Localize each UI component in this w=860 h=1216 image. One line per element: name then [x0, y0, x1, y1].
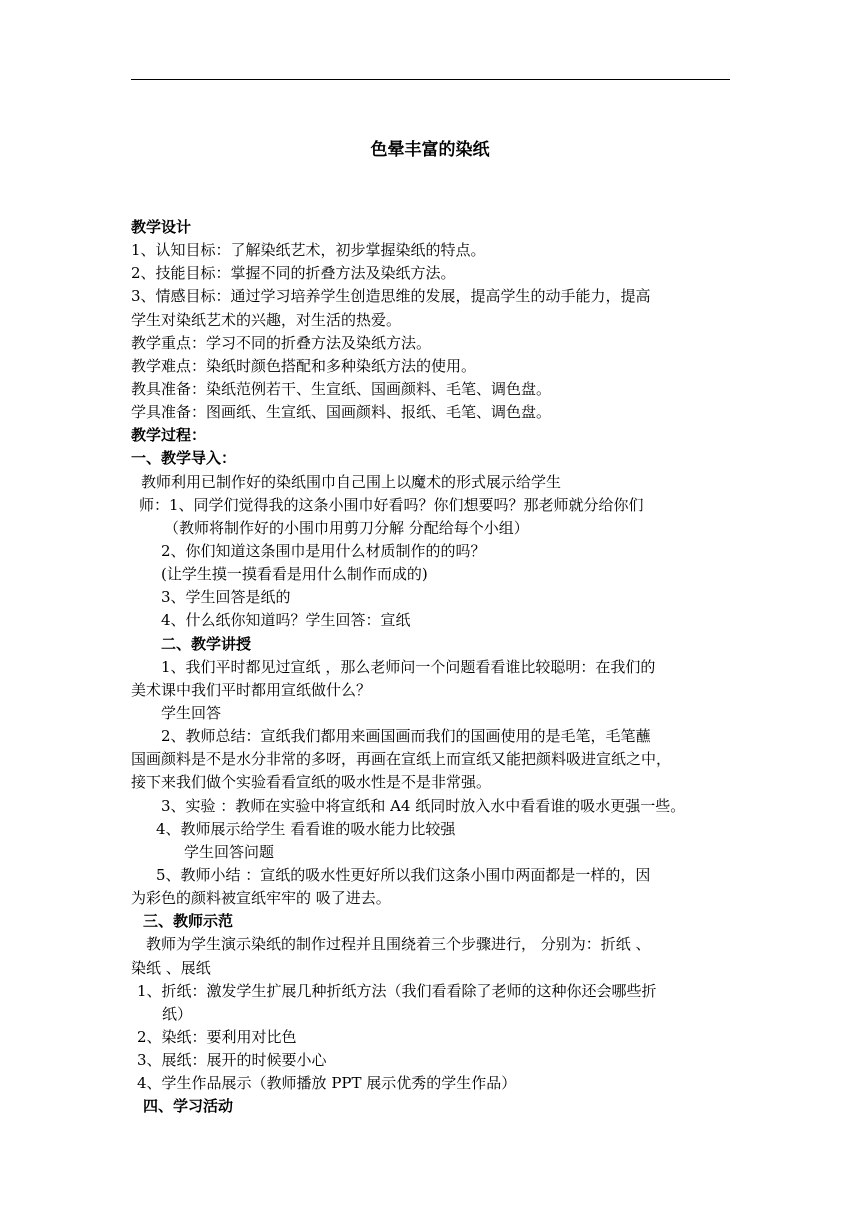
body-line: 教具准备：染纸范例若干、生宣纸、国画颜料、毛笔、调色盘。	[131, 379, 552, 398]
body-line: 国画颜料是不是水分非常的多呀，再画在宣纸上而宣纸又能把颜料吸进宣纸之中，	[131, 750, 672, 769]
section-heading: 二、教学讲授	[161, 634, 252, 653]
body-line: 染纸 、展纸	[131, 958, 211, 977]
section-heading: 三、教师示范	[143, 912, 234, 931]
body-line: (让学生摸一摸看看是用什么制作而成的)	[161, 565, 428, 584]
section-heading: 一、教学导入：	[131, 449, 237, 468]
body-line: 2、技能目标：掌握不同的折叠方法及染纸方法。	[131, 264, 456, 283]
body-line: 4、教师展示给学生 看看谁的吸水能力比较强	[156, 819, 456, 838]
body-line: 4、学生作品展示（教师播放 PPT 展示优秀的学生作品）	[137, 1074, 517, 1093]
body-line: 学生回答	[161, 703, 222, 722]
section-heading: 教学设计	[131, 218, 192, 236]
body-line: 教师利用已制作好的染纸围巾自己围上以魔术的形式展示给学生	[141, 472, 562, 491]
body-line: 学生回答问题	[184, 842, 275, 861]
body-line: 接下来我们做个实验看看宣纸的吸水性是不是非常强。	[131, 773, 492, 792]
body-line: 教学难点：染纸时颜色搭配和多种染纸方法的使用。	[131, 356, 477, 375]
body-line: 2、你们知道这条围巾是用什么材质制作的的吗？	[161, 541, 486, 560]
body-line: 学具准备：图画纸、生宣纸、国画颜料、报纸、毛笔、调色盘。	[131, 403, 552, 422]
body-line: 3、实验 ：教师在实验中将宣纸和 A4 纸同时放入水中看看谁的吸水更强一些。	[161, 796, 686, 815]
header-rule	[131, 79, 730, 80]
body-line: 学生对染纸艺术的兴趣，对生活的热爱。	[131, 310, 402, 329]
body-line: 2、教师总结：宣纸我们都用来画国画而我们的国画使用的是毛笔，毛笔蘸	[161, 727, 651, 746]
body-line: 美术课中我们平时都用宣纸做什么？	[131, 680, 372, 699]
body-line: 纸）	[162, 1004, 193, 1023]
section-heading: 教学过程：	[131, 426, 207, 445]
body-line: 1、折纸：激发学生扩展几种折纸方法（我们看看除了老师的这种你还会哪些折	[137, 981, 657, 1000]
section-heading: 四、学习活动	[143, 1097, 234, 1116]
body-line: 5、教师小结 ：宣纸的吸水性更好所以我们这条小围巾两面都是一样的，因	[156, 865, 651, 884]
body-line: 1、我们平时都见过宣纸 ，那么老师问一个问题看看谁比较聪明：在我们的	[161, 657, 656, 676]
body-line: 1、认知目标：了解染纸艺术，初步掌握染纸的特点。	[131, 241, 486, 260]
body-line: （教师将制作好的小围巾用剪刀分解 分配给每个小组）	[164, 518, 529, 537]
document-body	[131, 216, 736, 1118]
document-title: 色晕丰富的染纸	[370, 140, 490, 160]
body-line: 3、展纸：展开的时候要小心	[137, 1051, 327, 1070]
body-line: 3、学生回答是纸的	[161, 588, 291, 607]
body-line: 教学重点：学习不同的折叠方法及染纸方法。	[131, 333, 432, 352]
body-line: 3、情感目标：通过学习培养学生创造思维的发展，提高学生的动手能力，提高	[131, 287, 651, 306]
body-line: 教师为学生演示染纸的制作过程并且围绕着三个步骤进行， 分别为：折纸 、	[146, 935, 651, 954]
body-line: 4、什么纸你知道吗？学生回答：宣纸	[161, 611, 411, 630]
body-line: 2、染纸：要利用对比色	[137, 1027, 297, 1046]
body-line: 为彩色的颜料被宣纸牢牢的 吸了进去。	[131, 889, 391, 908]
body-line: 师：1、同学们觉得我的这条小围巾好看吗？你们想要吗？那老师就分给你们	[139, 495, 644, 514]
